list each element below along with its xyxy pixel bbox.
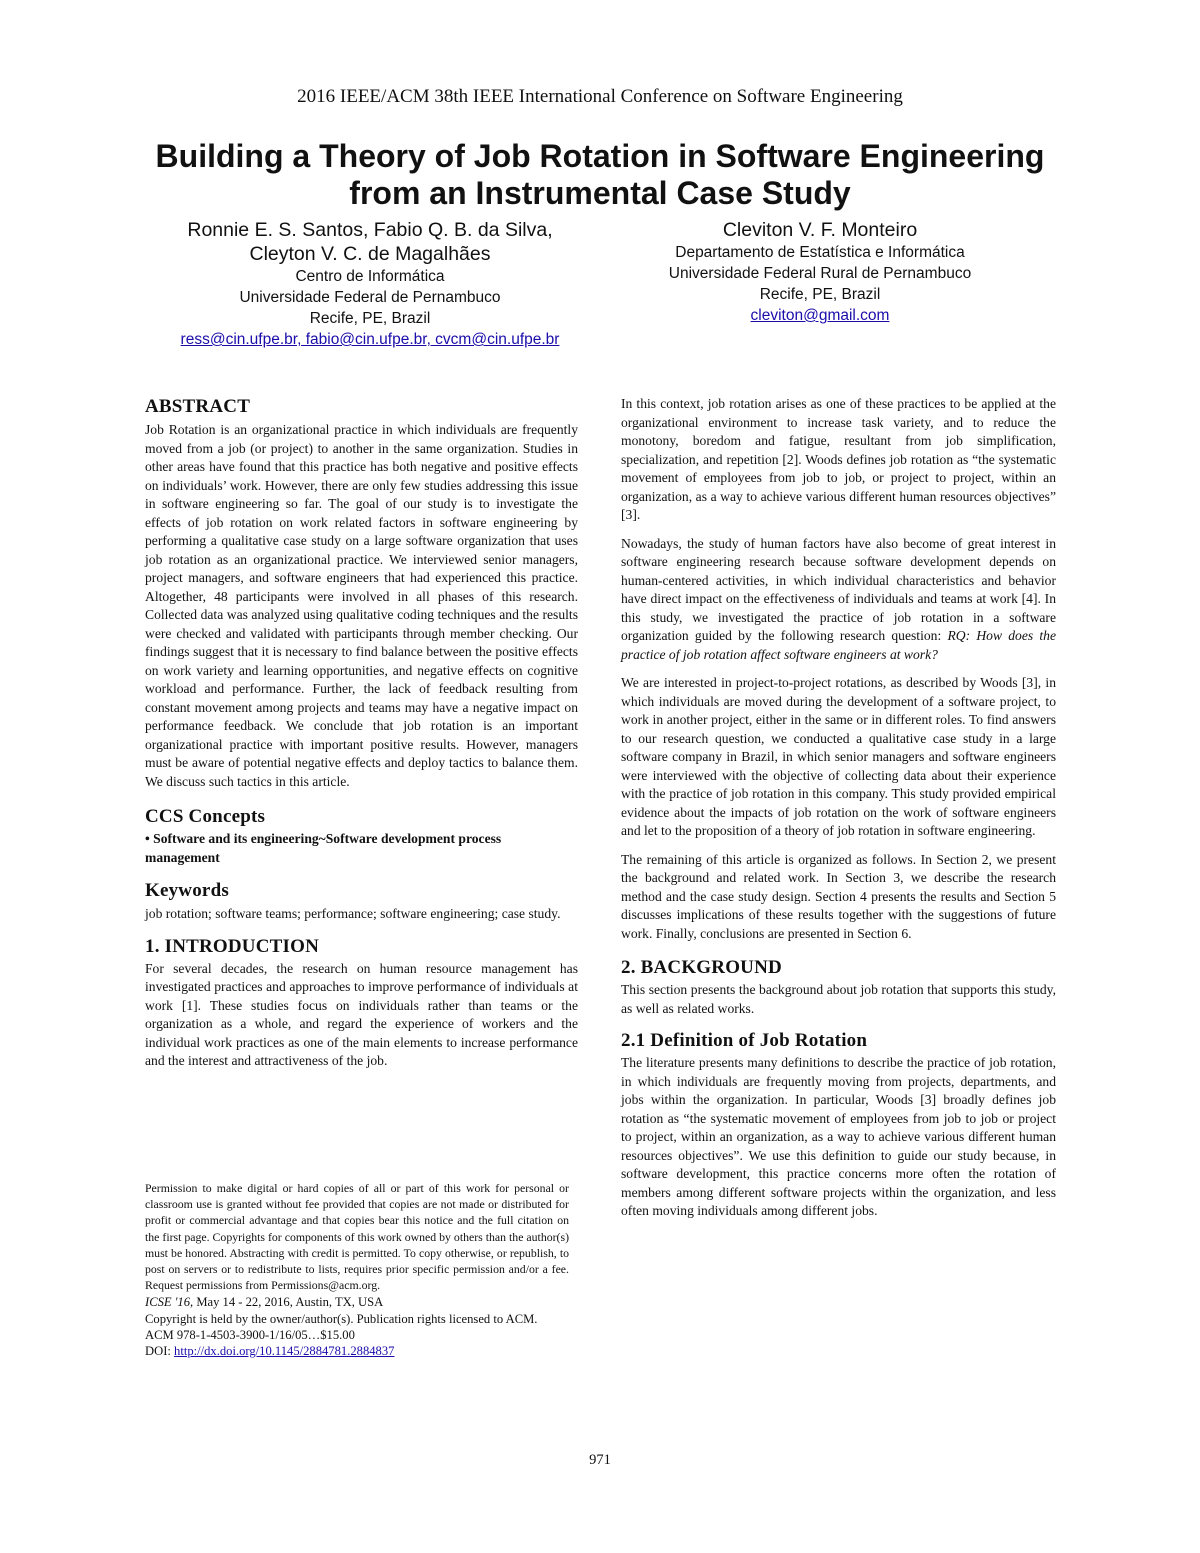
doi-link[interactable]: http://dx.doi.org/10.1145/2884781.2884837	[174, 1344, 395, 1359]
keywords-text: job rotation; software teams; performance; software engineering; case study.	[145, 906, 561, 921]
venue-line	[145, 1294, 569, 1310]
definition-heading: 2.1 Definition of Job Rotation	[621, 1030, 868, 1051]
doi-label: DOI:	[145, 1344, 175, 1359]
author-names-2: Cleyton V. C. de Magalhães	[249, 243, 491, 265]
intro-text: For several decades, the research on human resource management has investigated practices and approaches to improve performance of individuals at work [1]. These studies focus on individuals rather than teams or the organization as a whole, and regard the experience of workers and the individual work practices as one of the main elements to increase performance and the interest and attractiveness of the job.	[145, 960, 578, 1068]
affiliation-dept: Centro de Informática	[295, 268, 445, 285]
definition-text: The literature presents many definitions to describe the practice of job rotation, in which individuals are frequently moving from projects, departments, and jobs within the organization. In particular, Woods [3] broadly defines job rotation as “the systematic movement of employees from job to job or project to project, within an organization, as a way to achieve various different human resources objectives”. We use this definition to guide our study because, in software development, this practice concerns more often the rotation of members among different software projects within the organization, and less often moving individuals among different jobs.	[621, 1055, 1056, 1218]
title-line-1: Building a Theory of Job Rotation in Software Engineering	[155, 138, 1045, 174]
background-heading: 2. BACKGROUND	[621, 957, 782, 978]
abstract-text: Job Rotation is an organizational practice in which individuals are frequently moved from a job (or project) to another in the same organization. Studies in other areas have found that this practice has both negative and positive effects on individuals’ work. However, there are only few studies addressing this issue in software engineering so far. The goal of our study is to investigate the effects of job rotation on work related factors in software engineering by performing a qualitative case study on a large software organization that uses job rotation as an organizational practice. We interviewed senior managers, project managers, and software engineers that had experienced this practice. Altogether, 48 participants were involved in all phases of this research. Collected data was analyzed using qualitative coding techniques and the results were checked and validated with participants through member checking. Our findings suggest that it is necessary to find balance between the positive effects on work variety and learning opportunities, and negative effects on cognitive workload and performance. Further, the lack of feedback resulting from constant movement among projects and teams may have a negative impact on performance feedback. We conclude that job rotation is an important organizational practice with important positive results. However, managers must be aware of potential negative effects and deploy tactics to balance them. We discuss such tactics in this article.	[145, 422, 578, 789]
ccs-heading: CCS Concepts	[145, 806, 266, 827]
affiliation-city: Recife, PE, Brazil	[309, 310, 431, 327]
authors-left	[130, 218, 610, 350]
ccs-text: • Software and its engineering~Software development process management	[145, 831, 502, 865]
title-line-2: from an Instrumental Case Study	[349, 175, 851, 211]
affiliation-univ-right: Universidade Federal Rural de Pernambuco	[668, 265, 972, 282]
authors-right	[620, 218, 1020, 326]
affiliation-dept-right: Departamento de Estatística e Informática	[675, 244, 965, 261]
abstract-heading: ABSTRACT	[145, 396, 251, 417]
page-number: 971	[589, 1452, 611, 1468]
affiliation-city-right: Recife, PE, Brazil	[759, 286, 881, 303]
affiliation-univ: Universidade Federal de Pernambuco	[239, 289, 501, 306]
organization-paragraph: The remaining of this article is organized as follows. In Section 2, we present the background and related work. In Section 3, we describe the research method and the case study design. Section 4 presents the results and Section 5 discusses implications of these results together with the suggestions of future work. Finally, conclusions are presented in Section 6.	[621, 851, 1056, 941]
context-paragraph: In this context, job rotation arises as one of these practices to be applied at the organizational environment to increase task variety, and to reduce the monotony, boredom and fatigue, resultant from job simplification, specialization, and repetition [2]. Woods defines job rotation as “the systematic movement of employees from job to job, or project to project, within an organization, as a way to achieve various different human resources objectives” [3].	[621, 396, 1056, 522]
research-question: RQ: How does the practice of job rotation affect software engineers at work?	[621, 628, 1056, 662]
keywords-heading: Keywords	[145, 880, 229, 901]
project-rotation-paragraph: We are interested in project-to-project rotations, as described by Woods [3], in which individuals are moved during the development of a software project, to work in another project, either in the same or in different roles. To find answers to our research question, we conducted a qualitative case study in a large software company in Brazil, in which senior managers and software engineers were interviewed with the objective of collecting data about their experience with the practice of job rotation in this company. This study provided empirical evidence about the impacts of job rotation on the work of software engineers and let to the proposition of a theory of job rotation in software engineering.	[621, 675, 1056, 838]
author-name-right: Cleviton V. F. Monteiro	[722, 219, 918, 241]
human-factors-paragraph	[621, 535, 1056, 665]
intro-heading: 1. INTRODUCTION	[145, 935, 320, 957]
venue-italic: ICSE '16,	[145, 1295, 194, 1310]
paper-title	[60, 138, 1140, 212]
author-names-1: Ronnie E. S. Santos, Fabio Q. B. da Silva,	[187, 219, 553, 241]
copyright-line: Copyright is held by the owner/author(s). Publication rights licensed to ACM.	[145, 1311, 538, 1326]
author-email-right-link[interactable]: cleviton@gmail.com	[750, 307, 890, 324]
conference-header: 2016 IEEE/ACM 38th IEEE International Conference on Software Engineering	[297, 86, 903, 107]
left-column	[145, 396, 578, 1071]
background-text: This section presents the background about job rotation that supports this study, as well as related works.	[621, 982, 1056, 1016]
venue-rest: May 14 - 22, 2016, Austin, TX, USA	[193, 1295, 384, 1310]
isbn-line: ACM 978-1-4503-3900-1/16/05…$15.00	[145, 1327, 355, 1342]
permission-block	[145, 1180, 569, 1359]
human-factors-text: Nowadays, the study of human factors have also become of great interest in software engineering research because software development depends on human-centered activities, in which individual characteristics and behavior have direct impact on the effectiveness of individuals and teams at work [4]. In this study, we investigated the practice of job rotation in a software organization guided by the following research question:	[621, 535, 1056, 643]
author-emails-link[interactable]: ress@cin.ufpe.br, fabio@cin.ufpe.br, cvcm@cin.ufpe.br	[180, 331, 560, 348]
doi-line	[145, 1343, 569, 1359]
right-column	[621, 395, 1056, 1221]
permission-text: Permission to make digital or hard copies of all or part of this work for personal or classroom use is granted without fee provided that copies are not made or distributed for profit or commercial advantage and that copies bear this notice and the full citation on the first page. Copyrights for components of this work owned by others than the author(s) must be honored. Abstracting with credit is permitted. To copy otherwise, or republish, to post on servers or to redistribute to lists, requires prior specific permission and/or a fee. Request permissions from Permissions@acm.org.	[145, 1181, 569, 1293]
